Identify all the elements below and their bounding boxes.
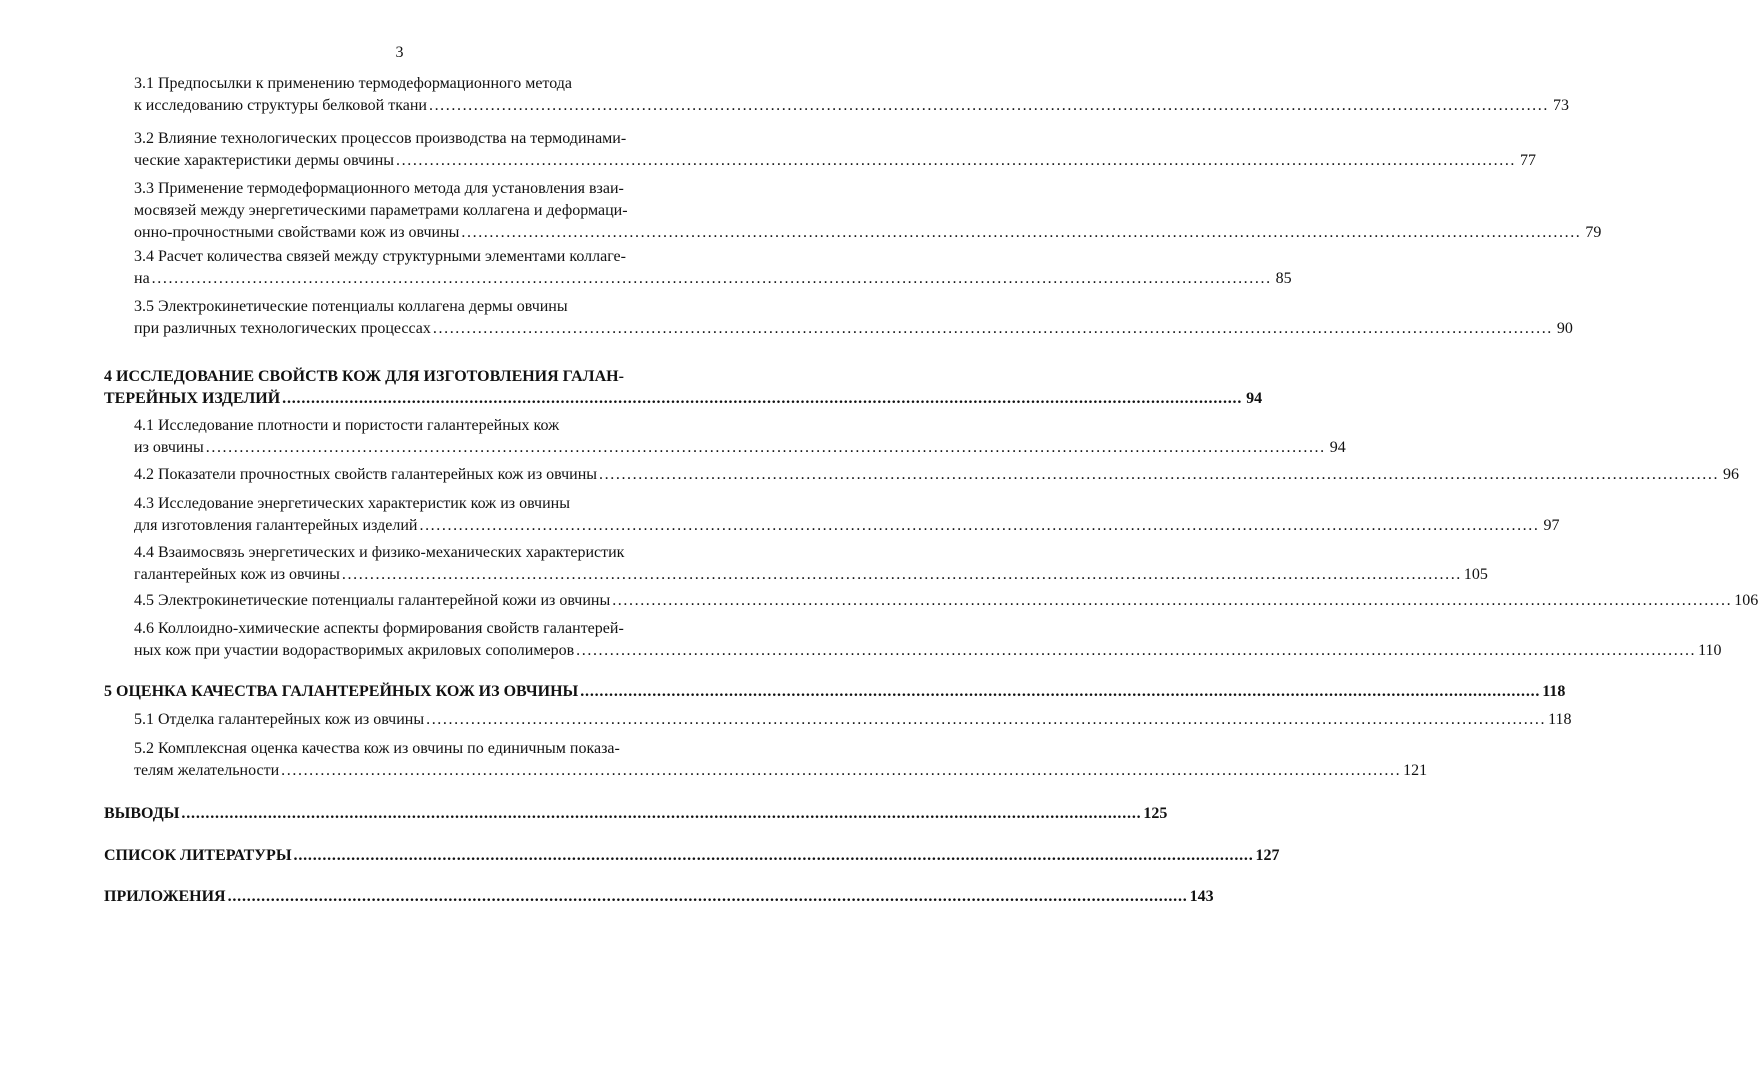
toc-page-number: 127 — [1255, 847, 1280, 864]
dot-leader: ........................................................................................................................................................................................................ — [341, 566, 1462, 583]
toc-entry-4-1[interactable]: 4.1 Исследование плотности и пористости галантерейных кож из овчины ........................................................................................................................................................................................................ 94 — [134, 415, 741, 459]
dot-leader: ........................................................................................................................................................................................................ — [428, 97, 1549, 114]
dot-leader: ........................................................................................................................................................................................................ — [281, 762, 1402, 779]
toc-page-number: 96 — [1723, 466, 1740, 483]
toc-page-number: 105 — [1463, 566, 1488, 583]
toc-entry-3-4[interactable]: 3.4 Расчет количества связей между структурными элементами коллаге- на ........................................................................................................................................................................................................ 85 — [134, 246, 741, 290]
dot-leader: ........................................................................................................................................................................................................ — [432, 320, 1553, 337]
dot-leader: ........................................................................................................................................................................................................ — [151, 270, 1272, 287]
toc-entry-5-1[interactable]: 5.1 Отделка галантерейных кож из овчины ........................................................................................................................................................................................................ 118 — [134, 709, 741, 731]
toc-entry-4-4[interactable]: 4.4 Взаимосвязь энергетических и физико-механических характеристик галантерейных кож из овчины ........................................................................................................................................................................................................ 105 — [134, 542, 741, 586]
toc-page-number: 143 — [1189, 888, 1214, 905]
dot-leader: ........................................................................................................................................................................................................ — [576, 642, 1697, 659]
toc-page-number: 106 — [1734, 592, 1758, 609]
toc-page-number: 90 — [1556, 320, 1573, 337]
toc-entry-4-6[interactable]: 4.6 Коллоидно-химические аспекты формирования свойств галантерей- ных кож при участии водорастворимых акриловых сополимеров ........................................................................................................................................................................................................ 110 — [134, 618, 741, 662]
dot-leader: ........................................................................................................................................................................................................ — [293, 847, 1254, 864]
dot-leader: ........................................................................................................................................................................................................ — [419, 517, 1540, 534]
dot-leader: ........................................................................................................................................................................................................ — [181, 805, 1142, 822]
toc-page-number: 77 — [1520, 152, 1537, 169]
toc-page-number: 97 — [1543, 517, 1560, 534]
dot-leader: ........................................................................................................................................................................................................ — [205, 439, 1326, 456]
toc-page-number: 110 — [1698, 642, 1722, 659]
toc-entry-3-2[interactable]: 3.2 Влияние технологических процессов производства на термодинами- ческие характеристики дермы овчины ........................................................................................................................................................................................................ 77 — [134, 128, 741, 172]
toc-page-number: 125 — [1143, 805, 1168, 822]
dot-leader: ........................................................................................................................................................................................................ — [599, 466, 1720, 483]
toc-page-number: 121 — [1403, 762, 1428, 779]
toc-page-number: 94 — [1329, 439, 1346, 456]
toc-entry-3-3[interactable]: 3.3 Применение термодеформационного метода для установления взаи- мосвязей между энергетическими параметрами коллагена и деформаци- онно-прочностными свойствами кож из овчины ........................................................................................................................................................................................................ 79 — [134, 178, 741, 244]
toc-entry-4-3[interactable]: 4.3 Исследование энергетических характеристик кож из овчины для изготовления галантерейных изделий ........................................................................................................................................................................................................ 97 — [134, 493, 741, 537]
toc-page-number: 118 — [1548, 711, 1572, 728]
toc-entry-conclusions[interactable]: ВЫВОДЫ ........................................................................................................................................................................................................ 125 — [104, 803, 741, 825]
toc-entry-5-2[interactable]: 5.2 Комплексная оценка качества кож из овчины по единичным показа- телям желательности ........................................................................................................................................................................................................ 121 — [134, 738, 741, 782]
dot-leader: ........................................................................................................................................................................................................ — [282, 390, 1243, 407]
toc-entry-3-1[interactable]: 3.1 Предпосылки к применению термодеформационного метода к исследованию структуры белковой ткани ........................................................................................................................................................................................................ 73 — [134, 73, 741, 117]
toc-entry-chapter-4[interactable]: 4 ИССЛЕДОВАНИЕ СВОЙСТВ КОЖ ДЛЯ ИЗГОТОВЛЕНИЯ ГАЛАН- ТЕРЕЙНЫХ ИЗДЕЛИЙ ........................................................................................................................................................................................................ 94 — [104, 366, 741, 410]
dot-leader: ........................................................................................................................................................................................................ — [580, 683, 1541, 700]
toc-page-number: 85 — [1275, 270, 1292, 287]
toc-entry-chapter-5[interactable]: 5 ОЦЕНКА КАЧЕСТВА ГАЛАНТЕРЕЙНЫХ КОЖ ИЗ ОВЧИНЫ ........................................................................................................................................................................................................ 118 — [104, 681, 741, 703]
toc-page-number: 79 — [1585, 224, 1602, 241]
toc-page-number: 94 — [1246, 390, 1263, 407]
toc-page-number: 73 — [1552, 97, 1569, 114]
dot-leader: ........................................................................................................................................................................................................ — [227, 888, 1188, 905]
toc-page-number: 118 — [1542, 683, 1566, 700]
toc-entry-3-5[interactable]: 3.5 Электрокинетические потенциалы коллагена дермы овчины при различных технологических процессах ........................................................................................................................................................................................................ 90 — [134, 296, 741, 340]
toc-entry-references[interactable]: СПИСОК ЛИТЕРАТУРЫ ........................................................................................................................................................................................................ 127 — [104, 845, 741, 867]
toc-entry-4-5[interactable]: 4.5 Электрокинетические потенциалы галантерейной кожи из овчины ........................................................................................................................................................................................................ 106 — [134, 590, 741, 612]
toc-entry-appendices[interactable]: ПРИЛОЖЕНИЯ ........................................................................................................................................................................................................ 143 — [104, 886, 741, 908]
dot-leader: ........................................................................................................................................................................................................ — [612, 592, 1733, 609]
toc-entry-4-2[interactable]: 4.2 Показатели прочностных свойств галантерейных кож из овчины ........................................................................................................................................................................................................ 96 — [134, 464, 741, 486]
dot-leader: ........................................................................................................................................................................................................ — [396, 152, 1517, 169]
dot-leader: ........................................................................................................................................................................................................ — [461, 224, 1582, 241]
page-number: 3 — [395, 44, 404, 61]
dot-leader: ........................................................................................................................................................................................................ — [426, 711, 1547, 728]
